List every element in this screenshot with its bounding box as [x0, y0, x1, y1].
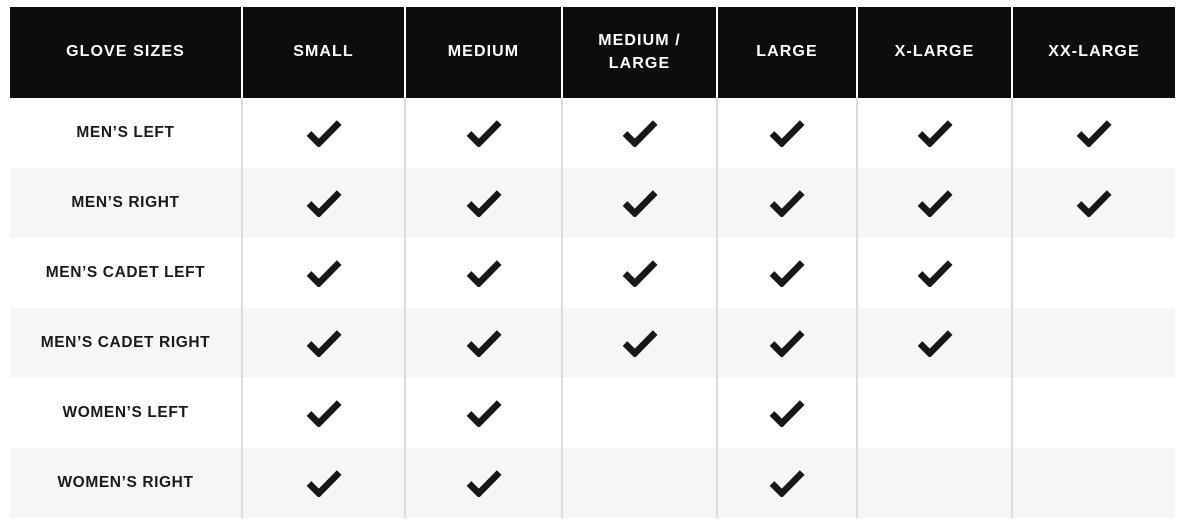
- check-icon: [305, 119, 343, 147]
- row-label: MEN’S RIGHT: [71, 194, 180, 211]
- header-cell-size-5: [858, 7, 1013, 98]
- row-label-cell: [10, 378, 243, 448]
- availability-cell: [243, 378, 406, 448]
- availability-cell: [406, 238, 563, 308]
- check-icon: [768, 119, 806, 147]
- header-label: MEDIUM: [447, 43, 520, 61]
- availability-cell: [718, 448, 858, 518]
- availability-cell: [406, 308, 563, 378]
- availability-cell: [243, 168, 406, 238]
- availability-cell: [243, 448, 406, 518]
- availability-cell: [718, 308, 858, 378]
- availability-cell: [1013, 238, 1175, 308]
- check-icon: [305, 469, 343, 497]
- check-icon: [621, 329, 659, 357]
- check-icon: [621, 119, 659, 147]
- check-icon: [465, 399, 503, 427]
- availability-cell: [858, 448, 1013, 518]
- availability-cell: [563, 378, 718, 448]
- header-label: SMALL: [293, 43, 354, 61]
- check-icon: [768, 399, 806, 427]
- table-row: [10, 168, 1175, 238]
- availability-cell: [563, 308, 718, 378]
- availability-cell: [1013, 378, 1175, 448]
- table-header-row: [10, 7, 1175, 98]
- table-row: [10, 308, 1175, 378]
- availability-cell: [563, 448, 718, 518]
- availability-cell: [1013, 448, 1175, 518]
- availability-cell: [563, 238, 718, 308]
- header-cell-size-4: [718, 7, 858, 98]
- availability-cell: [406, 168, 563, 238]
- availability-cell: [858, 308, 1013, 378]
- check-icon: [465, 119, 503, 147]
- row-label-cell: [10, 168, 243, 238]
- check-icon: [621, 189, 659, 217]
- glove-size-table: [10, 7, 1175, 518]
- header-label: X-LARGE: [894, 43, 975, 61]
- header-label: XX-LARGE: [1048, 43, 1140, 61]
- row-label: MEN’S CADET LEFT: [45, 264, 206, 281]
- header-label: LARGE: [756, 43, 818, 61]
- availability-cell: [718, 168, 858, 238]
- check-icon: [465, 469, 503, 497]
- header-cell-size-2: [406, 7, 563, 98]
- availability-cell: [243, 308, 406, 378]
- check-icon: [621, 259, 659, 287]
- availability-cell: [1013, 98, 1175, 168]
- check-icon: [305, 399, 343, 427]
- check-icon: [916, 329, 954, 357]
- check-icon: [768, 189, 806, 217]
- table-row: [10, 378, 1175, 448]
- row-label-cell: [10, 238, 243, 308]
- table-row: [10, 98, 1175, 168]
- check-icon: [305, 259, 343, 287]
- table-row: [10, 448, 1175, 518]
- availability-cell: [563, 168, 718, 238]
- header-label: MEDIUM / LARGE: [598, 32, 681, 72]
- header-cell-glove-sizes: [10, 7, 243, 98]
- check-icon: [1075, 189, 1113, 217]
- availability-cell: [858, 98, 1013, 168]
- check-icon: [305, 189, 343, 217]
- row-label: WOMEN’S RIGHT: [57, 474, 194, 491]
- availability-cell: [858, 168, 1013, 238]
- availability-cell: [718, 98, 858, 168]
- check-icon: [916, 259, 954, 287]
- check-icon: [916, 119, 954, 147]
- availability-cell: [243, 98, 406, 168]
- row-label-cell: [10, 308, 243, 378]
- availability-cell: [1013, 308, 1175, 378]
- header-cell-size-6: [1013, 7, 1175, 98]
- availability-cell: [718, 238, 858, 308]
- availability-cell: [858, 378, 1013, 448]
- row-label: MEN’S LEFT: [76, 124, 175, 141]
- check-icon: [1075, 119, 1113, 147]
- row-label-cell: [10, 98, 243, 168]
- check-icon: [768, 329, 806, 357]
- check-icon: [465, 189, 503, 217]
- check-icon: [916, 189, 954, 217]
- check-icon: [465, 259, 503, 287]
- availability-cell: [718, 378, 858, 448]
- check-icon: [465, 329, 503, 357]
- row-label: MEN’S CADET RIGHT: [40, 334, 211, 351]
- row-label-cell: [10, 448, 243, 518]
- availability-cell: [406, 378, 563, 448]
- row-label: WOMEN’S LEFT: [62, 404, 189, 421]
- availability-cell: [243, 238, 406, 308]
- availability-cell: [406, 448, 563, 518]
- availability-cell: [563, 98, 718, 168]
- availability-cell: [858, 238, 1013, 308]
- availability-cell: [1013, 168, 1175, 238]
- check-icon: [305, 329, 343, 357]
- header-label: GLOVE SIZES: [66, 43, 185, 61]
- header-cell-size-3: [563, 7, 718, 98]
- header-cell-size-1: [243, 7, 406, 98]
- table-row: [10, 238, 1175, 308]
- availability-cell: [406, 98, 563, 168]
- check-icon: [768, 259, 806, 287]
- check-icon: [768, 469, 806, 497]
